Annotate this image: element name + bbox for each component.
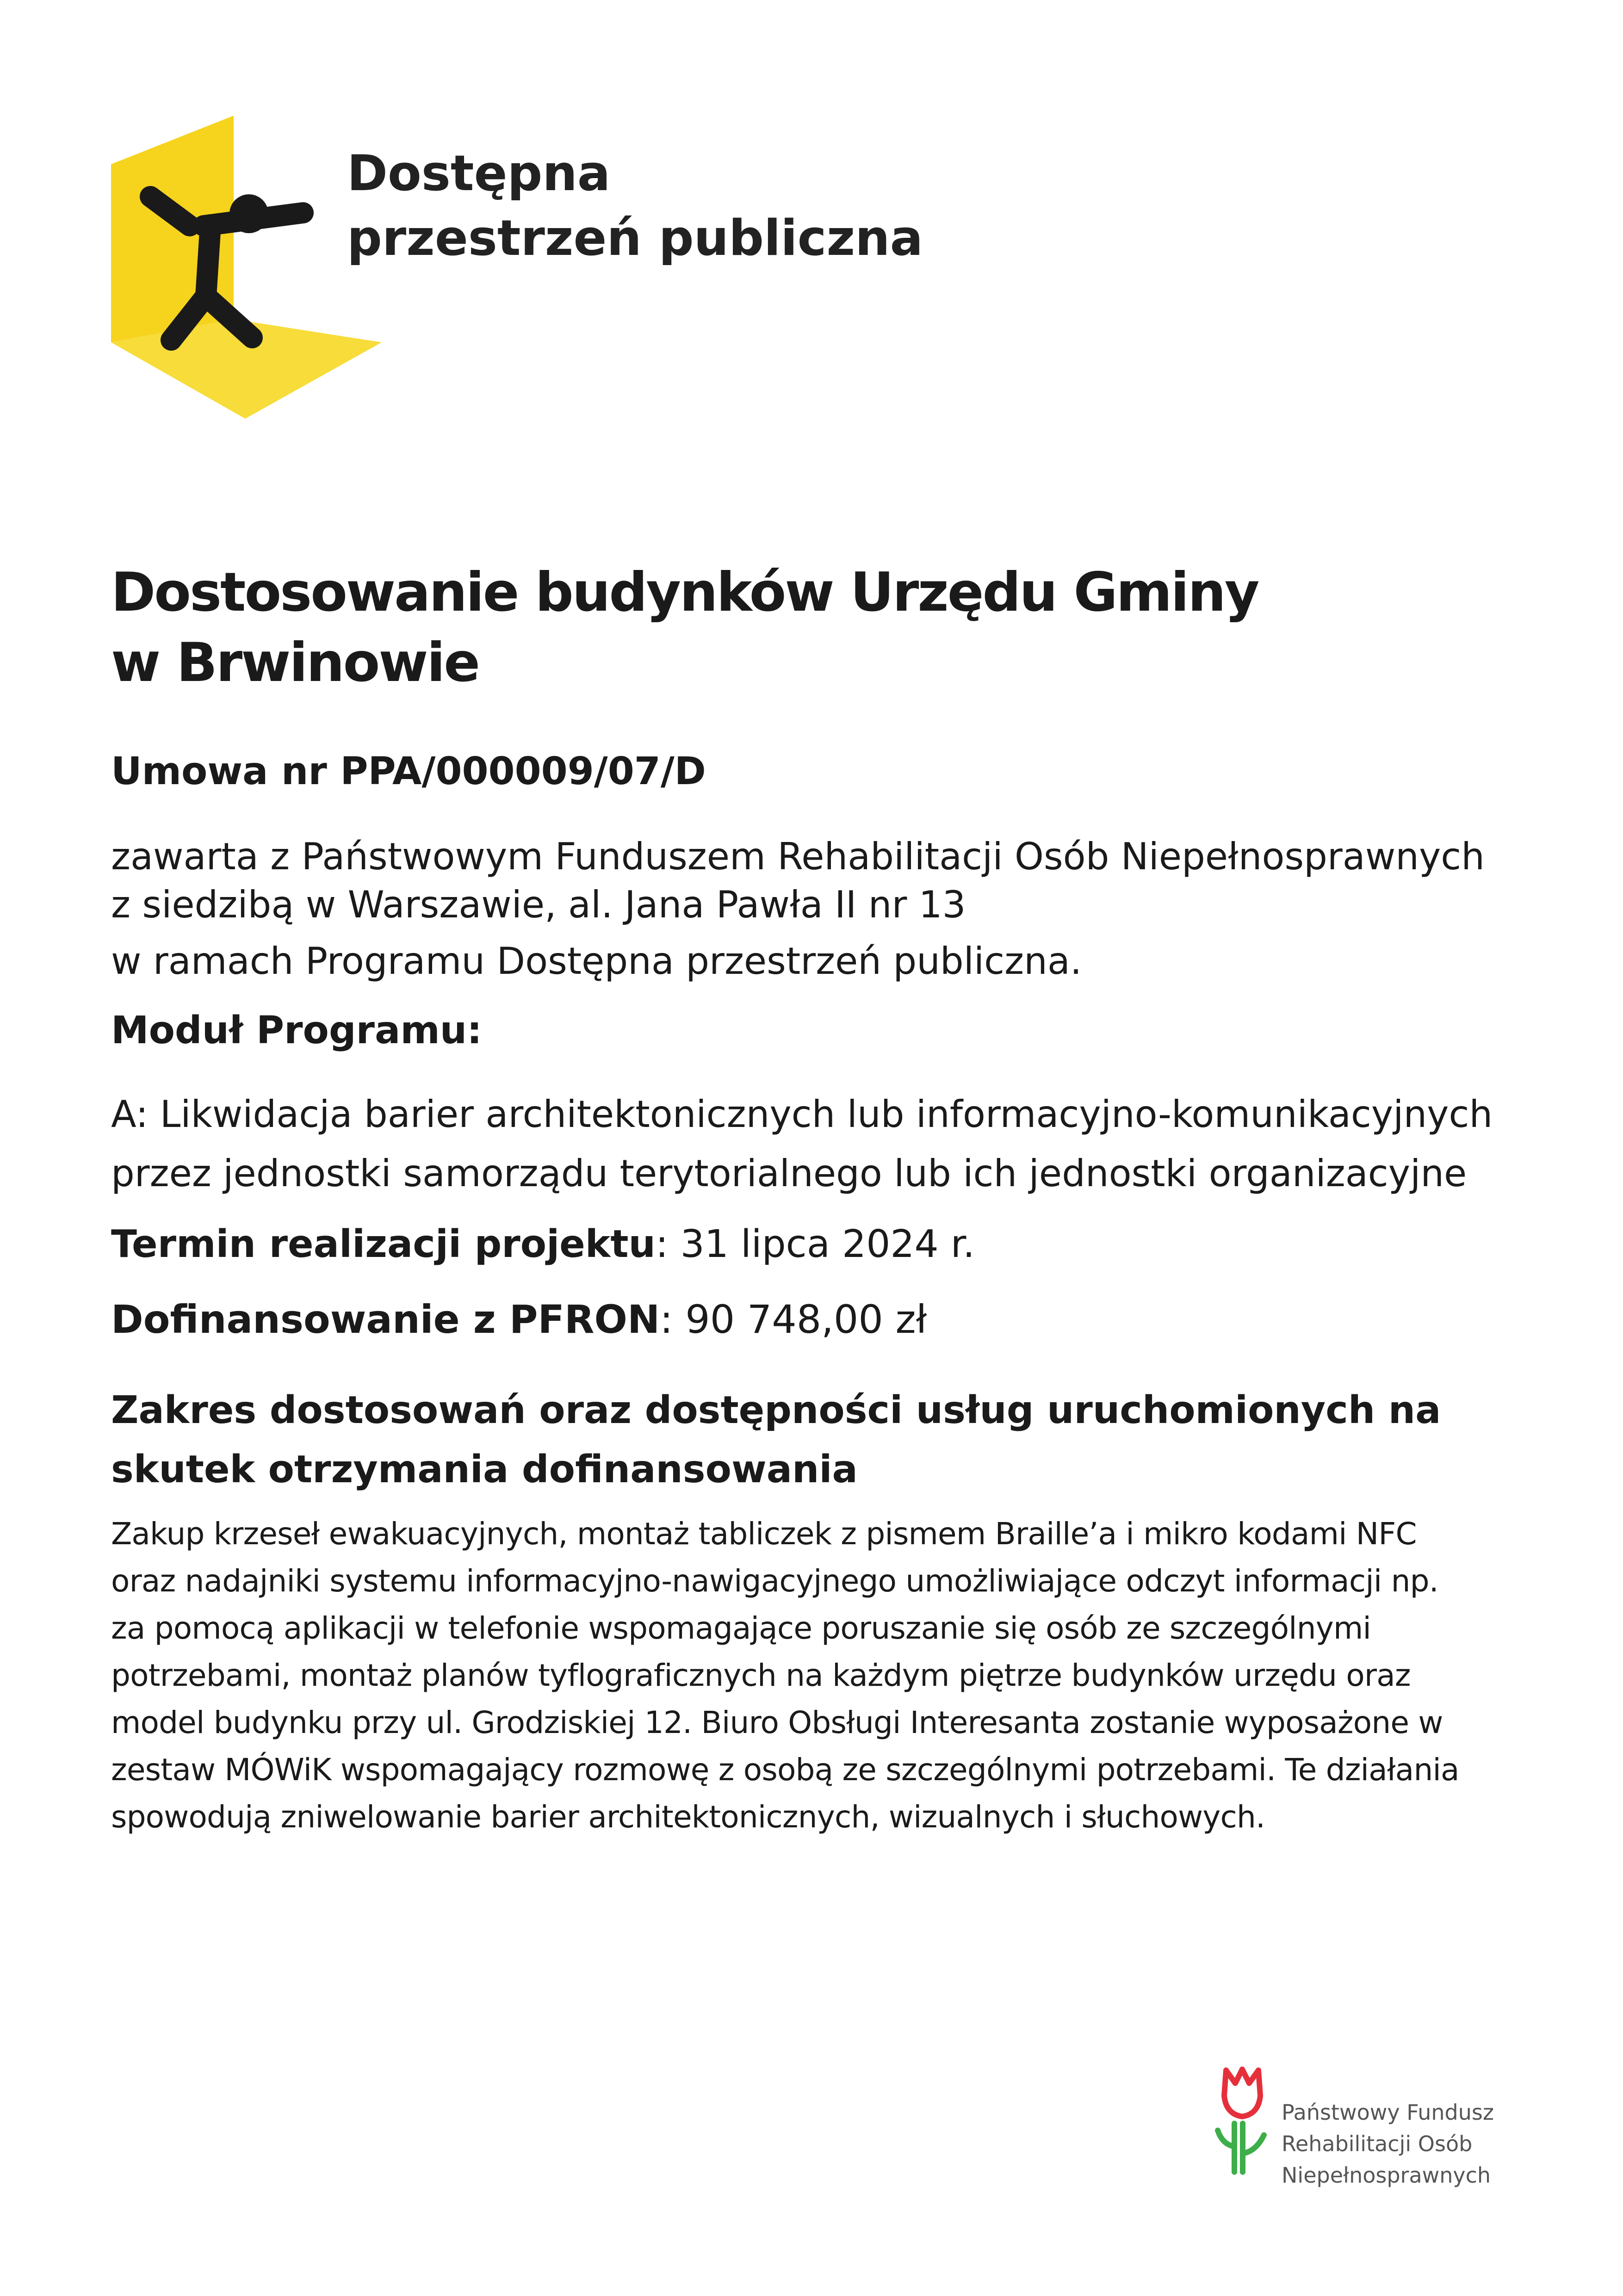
deadline-row [111, 1221, 975, 1268]
module-description [111, 1085, 1555, 1203]
module-line-2: przez jednostki samorządu terytorialnego lub ich jednostki organizacyjne [111, 1152, 1467, 1195]
pfron-tulip-icon [1212, 2061, 1272, 2181]
scope-heading-line-2: skutek otrzymania dofinansowania [111, 1448, 858, 1491]
dpp-logo-line-2: przestrzeń publiczna [347, 210, 923, 266]
pfron-logo-text [1282, 2097, 1494, 2191]
contract-description [111, 833, 1555, 985]
scope-line: za pomocą aplikacji w telefonie wspomagające poruszanie się osób ze szczególnymi [111, 1610, 1371, 1646]
scope-description [111, 1510, 1550, 1841]
dpp-logo-text [347, 141, 923, 271]
pfron-line-3: Niepełnosprawnych [1282, 2163, 1491, 2188]
deadline-label: Termin realizacji projektu [111, 1222, 656, 1266]
dpp-logo-line-1: Dostępna [347, 145, 611, 202]
pfron-line-1: Państwowy Fundusz [1282, 2100, 1494, 2125]
funding-row [111, 1295, 927, 1343]
module-line-1: A: Likwidacja barier architektonicznych lub informacyjno-komunikacyjnych [111, 1093, 1493, 1136]
pfron-line-2: Rehabilitacji Osób [1282, 2131, 1473, 2156]
scope-line: model budynku przy ul. Grodziskiej 12. Biuro Obsługi Interesanta zostanie wyposażone w [111, 1705, 1443, 1740]
title-line-2: w Brwinowie [111, 631, 479, 694]
contract-heading: Umowa nr PPA/000009/07/D [111, 749, 706, 793]
scope-line: Zakup krzeseł ewakuacyjnych, montaż tabliczek z pismem Braille’a i mikro kodami NFC [111, 1516, 1417, 1552]
contract-line-2: z siedzibą w Warszawie, al. Jana Pawła II nr 13 [111, 883, 966, 926]
funding-label: Dofinansowanie z PFRON [111, 1297, 660, 1342]
funding-value: : 90 748,00 zł [660, 1297, 927, 1342]
contract-line-1: zawarta z Państwowym Funduszem Rehabilitacji Osób Niepełnosprawnych [111, 835, 1485, 878]
scope-line: potrzebami, montaż planów tyflograficznych na każdym piętrze budynków urzędu oraz [111, 1658, 1411, 1693]
document-title [111, 557, 1522, 698]
scope-heading-line-1: Zakres dostosowań oraz dostępności usług uruchomionych na [111, 1388, 1441, 1432]
scope-line: spowodują zniwelowanie barier architektonicznych, wizualnych i słuchowych. [111, 1799, 1265, 1835]
scope-line: oraz nadajniki systemu informacyjno-nawigacyjnego umożliwiające odczyt informacji np. [111, 1563, 1438, 1599]
scope-heading [111, 1381, 1545, 1499]
contract-line-3: w ramach Programu Dostępna przestrzeń publiczna. [111, 940, 1082, 983]
module-heading: Moduł Programu: [111, 1009, 482, 1052]
title-line-1: Dostosowanie budynków Urzędu Gminy [111, 561, 1258, 624]
scope-line: zestaw MÓWiK wspomagający rozmowę z osobą ze szczególnymi potrzebami. Te działania [111, 1752, 1459, 1788]
deadline-value: : 31 lipca 2024 r. [655, 1222, 975, 1266]
